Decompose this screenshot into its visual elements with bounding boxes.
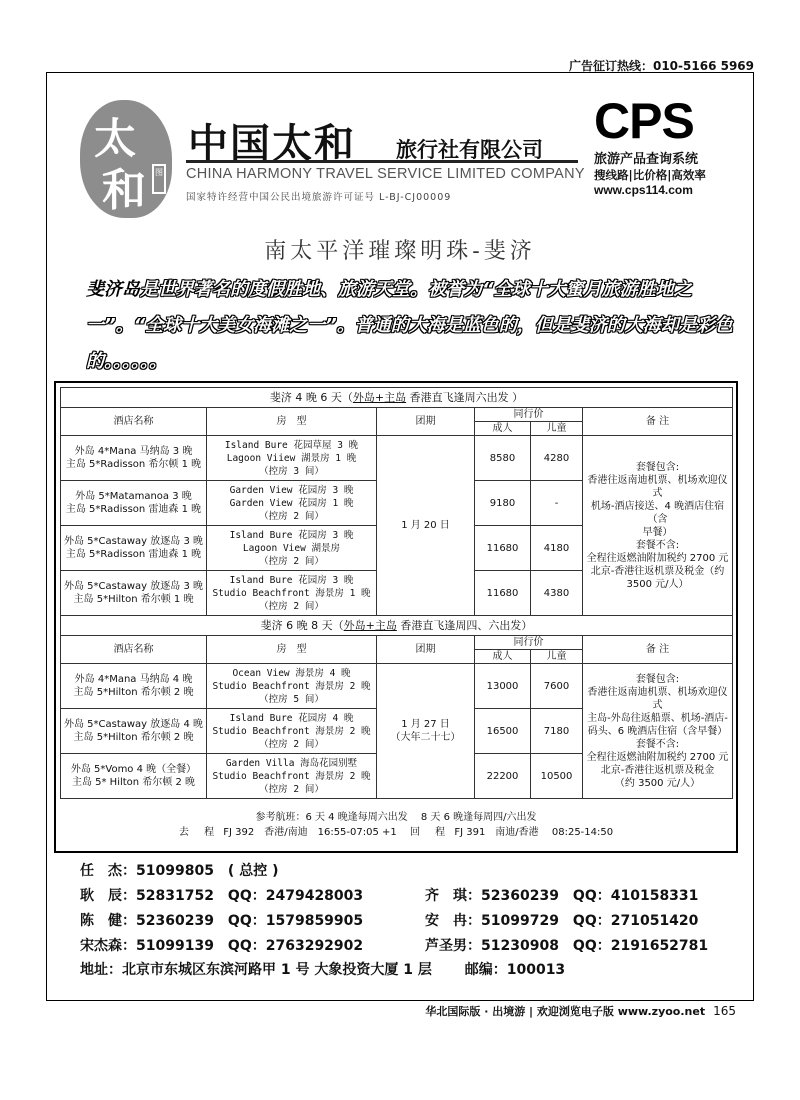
tour1-header-price: 同行价	[475, 408, 583, 422]
room-line: Studio Beachfront 海景房 2 晚	[212, 680, 371, 692]
room-line: （控房 2 间）	[259, 783, 324, 795]
company-rule	[186, 160, 578, 163]
hotel-line: 外岛 5*Castaway 放逐岛 4 晚	[63, 719, 204, 730]
page-footer	[425, 1003, 736, 1019]
table-cell-hotel	[61, 754, 207, 799]
note-line: 3500 元/人）	[626, 578, 689, 590]
tour2-header-child: 儿童	[531, 650, 583, 664]
price-adult: 22200	[475, 754, 531, 799]
date-line: （大年二十七）	[390, 732, 461, 743]
room-line: Island Bure 花园房 3 晚	[229, 574, 354, 586]
room-line: （控房 2 间）	[259, 555, 324, 567]
hotel-line: 主岛 5* Hilton 希尔顿 2 晚	[71, 777, 196, 788]
note-line: 码头、6 晚酒店住宿（含早餐）	[587, 725, 728, 737]
note-line: 套餐包含:	[635, 673, 680, 685]
table-cell-room	[207, 481, 377, 526]
tour2-date	[377, 664, 475, 799]
room-line: Island Bure 花园房 4 晚	[229, 712, 354, 724]
seal-char-he: 和	[102, 165, 146, 216]
tour2-title-post: 香港直飞逢周四、六出发）	[396, 619, 533, 632]
cps-subtitle: 旅游产品查询系统	[594, 152, 699, 167]
note-line: 香港往返南迪机票、机场欢迎仪式	[587, 686, 728, 711]
cps-logo: CPS	[594, 93, 694, 149]
tour1-title	[61, 388, 733, 408]
hotel-line: 主岛 5*Radisson 雷迪森 1 晚	[65, 549, 202, 560]
price-adult: 9180	[475, 481, 531, 526]
cps-url[interactable]: www.cps114.com	[594, 183, 693, 197]
tour2-header-adult: 成人	[475, 650, 531, 664]
room-line: （控房 3 间）	[259, 465, 324, 477]
tour2-header-note: 备 注	[583, 636, 733, 664]
price-adult: 11680	[475, 526, 531, 571]
company-name-cn: 中国太和	[188, 120, 356, 167]
hotel-line: 外岛 5*Castaway 放逐岛 3 晚	[63, 581, 204, 592]
flight-line	[60, 825, 732, 840]
price-adult: 8580	[475, 436, 531, 481]
note-line: 套餐包含:	[635, 461, 680, 473]
room-line: Ocean View 海景房 4 晚	[232, 667, 351, 679]
tour2-header-hotel: 酒店名称	[61, 636, 207, 664]
tour2-header-room: 房 型	[207, 636, 377, 664]
company-name-en: CHINA HARMONY TRAVEL SERVICE LIMITED COMPANY	[186, 166, 585, 182]
table-cell-hotel	[61, 526, 207, 571]
room-line: Island Bure 花园房 3 晚	[229, 529, 354, 541]
table-cell-hotel	[61, 709, 207, 754]
note-line: 北京-香港往返机票及税金（约	[590, 565, 725, 577]
room-line: （控房 5 间）	[259, 693, 324, 705]
cps-slogan: 搜线路|比价格|高效率	[594, 168, 706, 182]
seal-char-tai: 太	[94, 114, 137, 163]
tour2-title-underlined: 外岛+主岛	[343, 619, 397, 632]
tour1-notes	[583, 436, 733, 616]
tour2-notes	[583, 664, 733, 799]
contact-main: 任 杰：51099805 ( 总控 )	[80, 863, 279, 879]
note-line: （约 3500 元/人）	[614, 777, 701, 789]
flight-return-label: 回 程	[409, 827, 452, 838]
company-name-cn-suffix: 旅行社有限公司	[396, 138, 543, 162]
tour1-title-pre: 斐济 4 晚 6 天（	[269, 391, 353, 404]
company-seal-logo	[80, 100, 172, 218]
price-adult: 16500	[475, 709, 531, 754]
pricing-table	[60, 387, 733, 799]
room-line: （控房 2 间）	[259, 600, 324, 612]
price-child: 4180	[531, 526, 583, 571]
ad-hotline: 广告征订热线：010-5166 5969	[568, 59, 754, 73]
price-child: 10500	[531, 754, 583, 799]
page-title: 南太平洋璀璨明珠-斐济	[264, 239, 536, 264]
price-child: -	[531, 481, 583, 526]
room-line: （控房 2 间）	[259, 510, 324, 522]
hotel-line: 外岛 5*Castaway 放逐岛 3 晚	[63, 536, 204, 547]
table-cell-room	[207, 436, 377, 481]
tour2-title-pre: 斐济 6 晚 8 天（	[260, 619, 344, 632]
note-line: 套餐不含:	[635, 738, 680, 750]
room-line: Studio Beachfront 海景房 2 晚	[212, 725, 371, 737]
room-line: Studio Beachfront 海景房 2 晚	[212, 770, 371, 782]
note-line: 全程往返燃油附加税约 2700 元	[586, 751, 729, 763]
table-cell-room	[207, 754, 377, 799]
note-line: 早餐）	[642, 526, 673, 538]
tour2-header-date: 团期	[377, 636, 475, 664]
hotel-line: 主岛 5*Radisson 雷迪森 1 晚	[65, 504, 202, 515]
tour2-header-price: 同行价	[475, 636, 583, 650]
hotel-line: 主岛 5*Radisson 希尔顿 1 晚	[65, 459, 202, 470]
hotel-line: 外岛 4*Mana 马纳岛 3 晚	[74, 446, 193, 457]
flight-out-detail: FJ 392 香港/南迪 16:55-07:05 +1	[223, 827, 397, 838]
price-child: 4380	[531, 571, 583, 616]
note-line: 主岛-外岛往返船票、机场-酒店-	[587, 712, 728, 724]
price-child: 4280	[531, 436, 583, 481]
room-line: Lagoon View 湖景房	[242, 542, 341, 554]
table-cell-hotel	[61, 571, 207, 616]
contact-right: 安 冉：51099729 QQ：271051420	[425, 913, 699, 929]
flight-return-detail: FJ 391 南迪/香港 08:25-14:50	[454, 827, 614, 838]
price-adult: 13000	[475, 664, 531, 709]
hotel-line: 外岛 5*Matamanoa 3 晚	[75, 491, 192, 502]
tour1-title-underlined: 外岛+主岛	[352, 391, 407, 404]
table-cell-hotel	[61, 664, 207, 709]
table-cell-room	[207, 526, 377, 571]
tour1-header-child: 儿童	[531, 422, 583, 436]
page-number: 165	[713, 1004, 736, 1018]
tour1-title-post: 香港直飞逢周六出发 ）	[406, 391, 524, 404]
table-cell-hotel	[61, 436, 207, 481]
room-line: Garden View 花园房 3 晚	[229, 484, 354, 496]
tour2-title	[61, 616, 733, 636]
note-line: 北京-香港往返机票及税金	[600, 764, 715, 776]
tour1-header-date: 团期	[377, 408, 475, 436]
intro-paragraph	[86, 272, 746, 380]
room-line: Garden Villa 海岛花园别墅	[225, 757, 358, 769]
intro-text: 是世界著名的度假胜地、旅游天堂。被誉为“全球十大蜜月旅游胜地之一”。“全球十大美女海滩之一”。普通的大海是蓝色的，但是斐济的大海却是彩色的。。。。。。	[86, 279, 733, 372]
table-cell-hotel	[61, 481, 207, 526]
seal-stamp: 图	[152, 164, 166, 194]
price-adult: 11680	[475, 571, 531, 616]
date-line: 1 月 27 日	[401, 719, 450, 730]
table-cell-room	[207, 709, 377, 754]
cps-logo-block	[594, 93, 724, 197]
tour1-header-adult: 成人	[475, 422, 531, 436]
contact-right: 芦圣男：51230908 QQ：2191652781	[425, 938, 709, 954]
note-line: 套餐不含:	[635, 539, 680, 551]
company-license: 国家特许经营中国公民出境旅游许可证号 L-BJ-CJ00009	[186, 192, 452, 203]
flight-ref: 参考航班：6 天 4 晚逢每周六出发 8 天 6 晚逢每周四/六出发	[255, 812, 537, 823]
room-line: Studio Beachfront 海景房 1 晚	[212, 587, 371, 599]
contact-address: 地址：北京市东城区东滨河路甲 1 号 大象投资大厦 1 层 邮编：100013	[80, 962, 566, 978]
flight-info	[60, 810, 732, 840]
tour1-header-note: 备 注	[583, 408, 733, 436]
note-line: 机场-酒店接送、4 晚酒店住宿（含	[590, 500, 725, 525]
room-line: Island Bure 花园草屋 3 晚	[224, 439, 359, 451]
hotel-line: 主岛 5*Hilton 希尔顿 2 晚	[73, 687, 194, 698]
tour1-header-room: 房 型	[207, 408, 377, 436]
room-line: Garden View 花园房 1 晚	[229, 497, 354, 509]
footer-text: 华北国际版 · 出境游 | 欢迎浏览电子版 www.zyoo.net	[425, 1005, 706, 1018]
table-cell-room	[207, 571, 377, 616]
tour1-header-hotel: 酒店名称	[61, 408, 207, 436]
tour1-date: 1 月 20 日	[377, 436, 475, 616]
hotel-line: 外岛 5*Vomo 4 晚（全餐）	[70, 764, 197, 775]
contact-right: 齐 琪：52360239 QQ：410158331	[425, 888, 699, 904]
hotel-line: 外岛 4*Mana 马纳岛 4 晚	[74, 674, 193, 685]
price-child: 7600	[531, 664, 583, 709]
hotel-line: 主岛 5*Hilton 希尔顿 2 晚	[73, 732, 194, 743]
hotel-line: 主岛 5*Hilton 希尔顿 1 晚	[73, 594, 194, 605]
room-line: Lagoon Viiew 湖景房 1 晚	[226, 452, 357, 464]
price-child: 7180	[531, 709, 583, 754]
intro-lead: 斐济岛	[86, 279, 140, 300]
room-line: （控房 2 间）	[259, 738, 324, 750]
contact-left: 宋杰森：51099139 QQ：2763292902	[80, 938, 364, 954]
note-line: 全程往返燃油附加税约 2700 元	[586, 552, 729, 564]
contact-left: 陈 健：52360239 QQ：1579859905	[80, 913, 364, 929]
note-line: 香港往返南迪机票、机场欢迎仪式	[587, 474, 728, 499]
contact-left: 耿 辰：52831752 QQ：2479428003	[80, 888, 364, 904]
flight-out-label: 去 程	[178, 827, 221, 838]
table-cell-room	[207, 664, 377, 709]
